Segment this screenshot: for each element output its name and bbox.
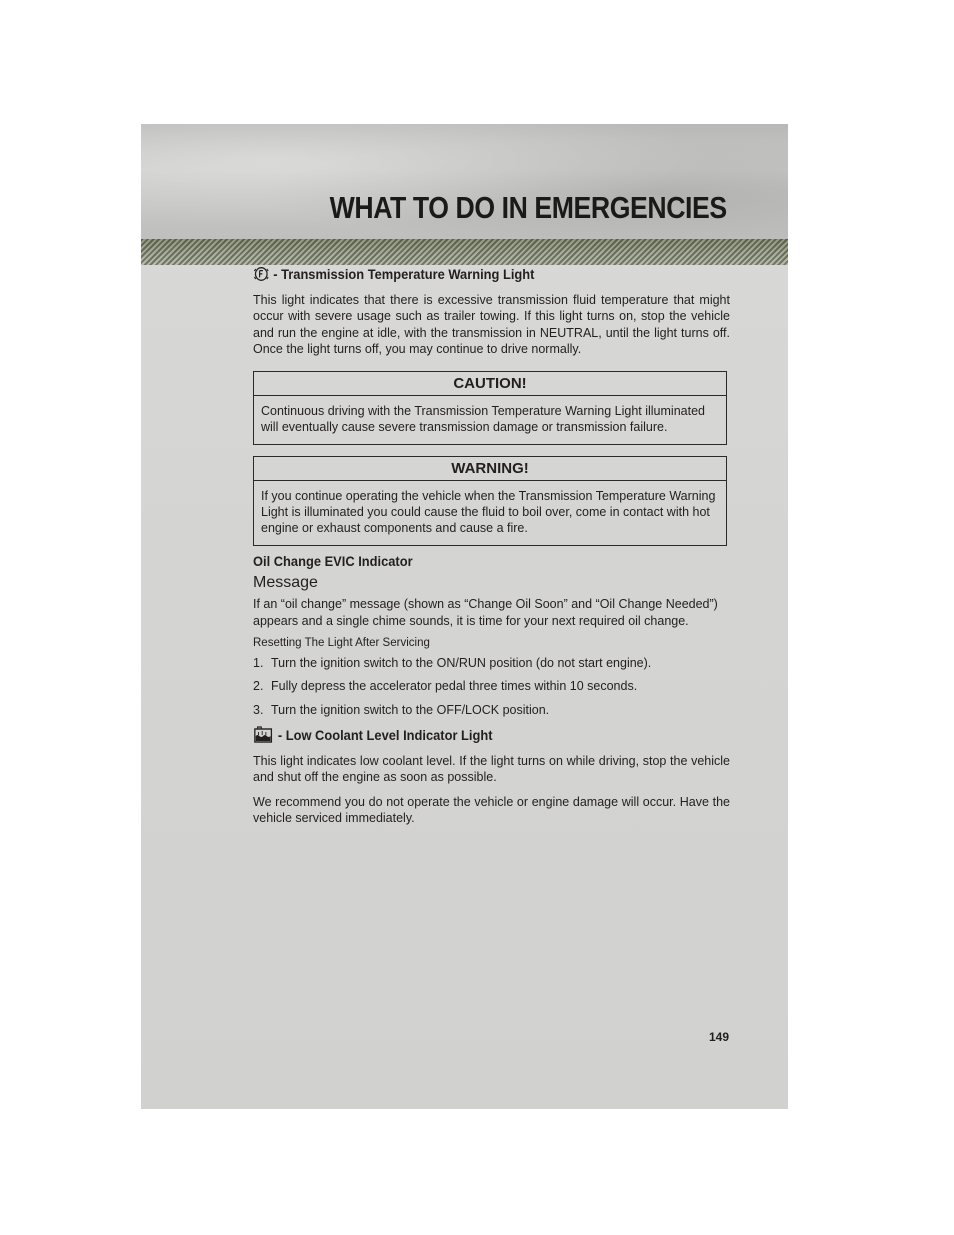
manual-page <box>141 124 788 1109</box>
transmission-temp-heading-text: - Transmission Temperature Warning Light <box>273 265 535 282</box>
coolant-heading <box>253 726 692 744</box>
chapter-title: WHAT TO DO IN EMERGENCIES <box>329 190 727 225</box>
coolant-heading-text: - Low Coolant Level Indicator Light <box>277 726 493 743</box>
caution-box <box>253 371 727 445</box>
coolant-body-1: This light indicates low coolant level. If the light turns on while driving, stop the vehicle and shut off the engine as soon as possible. <box>253 754 730 785</box>
page-header <box>141 124 788 239</box>
warning-box <box>253 456 727 546</box>
list-item: 1. Turn the ignition switch to the ON/RUN position (do not start engine). <box>253 656 652 671</box>
message-subheading: Message <box>253 573 318 591</box>
list-item: 2. Fully depress the accelerator pedal three times within 10 seconds. <box>253 679 638 694</box>
caution-label: CAUTION! <box>254 372 726 396</box>
reset-heading: Resetting The Light After Servicing <box>253 636 430 649</box>
oil-change-body: If an “oil change” message (shown as “Change Oil Soon” and “Oil Change Needed”) appears and a single chime sounds, it is time for your next required oil change. <box>253 597 718 628</box>
page-number: 149 <box>709 1030 730 1044</box>
caution-body: Continuous driving with the Transmission Temperature Warning Light illuminated will eventually cause severe transmission damage or transmission failure. <box>261 404 705 435</box>
transmission-temperature-icon <box>253 265 270 283</box>
header-stripe <box>141 239 788 265</box>
transmission-temp-body: This light indicates that there is excessive transmission fluid temperature that might occur with severe usage such as trailer towing. If this light turns on, stop the vehicle and run the engine at idle, with the transmission in NEUTRAL, until the light turns off. Once the light turns off, you may continue to drive normally. <box>253 293 730 356</box>
coolant-body-2: We recommend you do not operate the vehicle or engine damage will occur. Have the vehicle serviced immediately. <box>253 794 730 825</box>
transmission-temp-heading <box>253 265 692 283</box>
low-coolant-icon <box>253 726 273 744</box>
warning-body: If you continue operating the vehicle when the Transmission Temperature Warning Light is illuminated you could cause the fluid to boil over, come in contact with hot engine or exhaust components and cause a fire. <box>261 488 716 536</box>
warning-label: WARNING! <box>254 457 726 481</box>
oil-change-heading: Oil Change EVIC Indicator <box>253 552 413 569</box>
reset-steps <box>253 655 730 718</box>
list-item: 3. Turn the ignition switch to the OFF/LOCK position. <box>253 702 550 717</box>
page-content <box>253 265 730 826</box>
